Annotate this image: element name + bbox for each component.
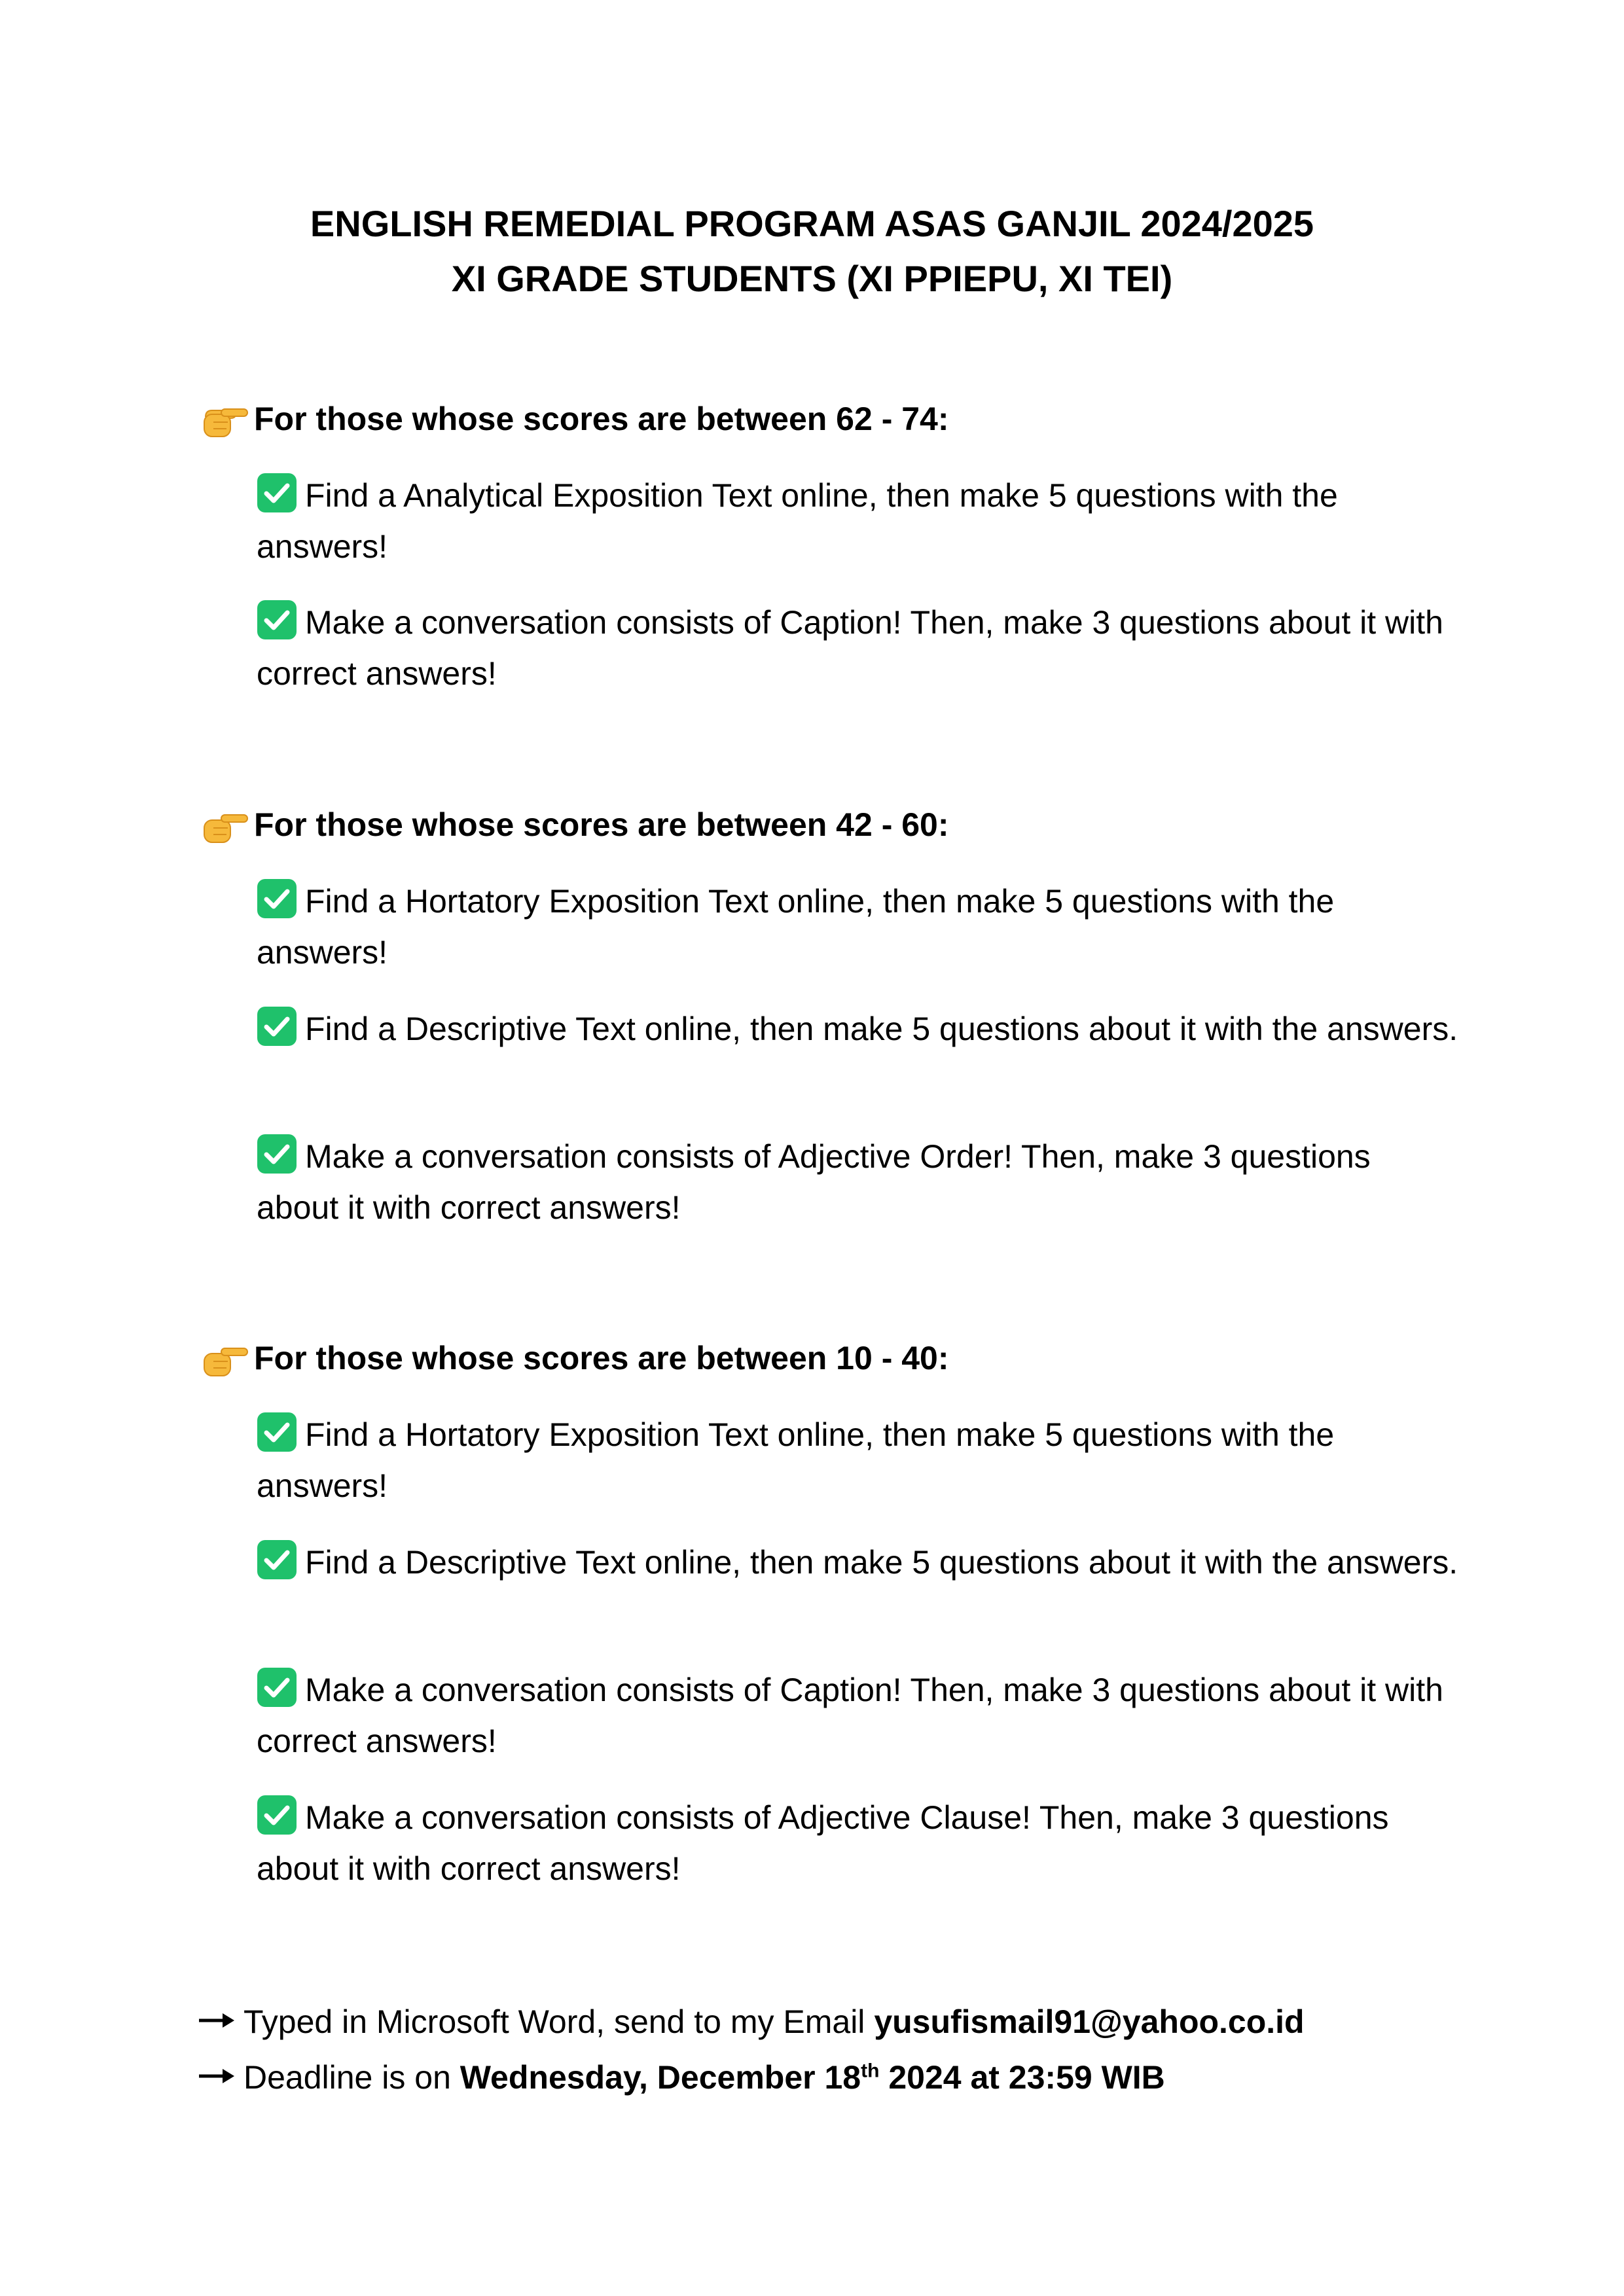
list-item (257, 1131, 1461, 1233)
check-mark-icon (257, 1539, 297, 1580)
list-item (257, 1664, 1461, 1767)
check-mark-icon (257, 1795, 297, 1835)
deadline-ordinal-suffix: th (861, 2060, 880, 2082)
list-item (257, 1537, 1461, 1588)
section-heading-2-text: For those whose scores are between 42 - 60: (254, 806, 949, 843)
submission-instruction-text: Typed in Microsoft Word, send to my Email (244, 2003, 875, 2040)
list-item-text: Find a Descriptive Text online, then make 5 questions about it with the answers. (305, 1011, 1458, 1047)
check-mark-icon (257, 1412, 297, 1452)
section-heading-3-text: For those whose scores are between 10 - 40: (254, 1340, 949, 1376)
list-item-text: Make a conversation consists of Caption! Then, make 3 questions about it with correct answers! (257, 604, 1443, 692)
check-mark-icon (257, 473, 297, 513)
check-mark-icon (257, 1667, 297, 1708)
check-mark-icon (257, 1006, 297, 1047)
check-mark-icon (257, 878, 297, 919)
deadline-line (198, 2052, 1165, 2103)
list-item-text: Find a Analytical Exposition Text online, then make 5 questions with the answers! (257, 477, 1338, 565)
section-heading-1-text: For those whose scores are between 62 - 74: (254, 401, 949, 437)
list-item-text: Find a Hortatory Exposition Text online, then make 5 questions with the answers! (257, 1416, 1335, 1504)
section-heading-3 (202, 1335, 949, 1381)
pointing-hand-icon (202, 804, 250, 845)
email-address: yusufismail91@yahoo.co.id (874, 2003, 1305, 2040)
right-arrow-icon (198, 2066, 236, 2086)
list-item-text: Make a conversation consists of Adjective Clause! Then, make 3 questions about it with correct answers! (257, 1799, 1389, 1887)
list-item (257, 1409, 1461, 1511)
list-item-text: Find a Hortatory Exposition Text online, then make 5 questions with the answers! (257, 883, 1335, 971)
document-title-line-2: XI GRADE STUDENTS (XI PPIEPU, XI TEI) (451, 258, 1173, 299)
check-mark-icon (257, 1134, 297, 1174)
document-title-line-1: ENGLISH REMEDIAL PROGRAM ASAS GANJIL 2024/2025 (310, 203, 1314, 244)
list-item-text: Make a conversation consists of Caption! Then, make 3 questions about it with correct answers! (257, 1672, 1443, 1759)
deadline-prefix: Deadline is on (244, 2059, 460, 2096)
section-heading-2 (202, 802, 949, 848)
list-item (257, 597, 1461, 699)
list-item-text: Make a conversation consists of Adjective Order! Then, make 3 questions about it with correct answers! (257, 1138, 1371, 1226)
pointing-hand-icon (202, 399, 250, 439)
list-item (257, 1792, 1461, 1894)
check-mark-icon (257, 600, 297, 640)
deadline-time: 2024 at 23:59 WIB (879, 2059, 1165, 2096)
list-item (257, 1003, 1461, 1054)
right-arrow-icon (198, 2011, 236, 2030)
pointing-hand-icon (202, 1338, 250, 1378)
list-item-text: Find a Descriptive Text online, then make 5 questions about it with the answers. (305, 1544, 1458, 1581)
deadline-date: Wednesday, December 18 (460, 2059, 861, 2096)
list-item (257, 470, 1461, 572)
list-item (257, 876, 1461, 978)
submission-instruction (198, 1996, 1305, 2047)
section-heading-1 (202, 396, 949, 442)
